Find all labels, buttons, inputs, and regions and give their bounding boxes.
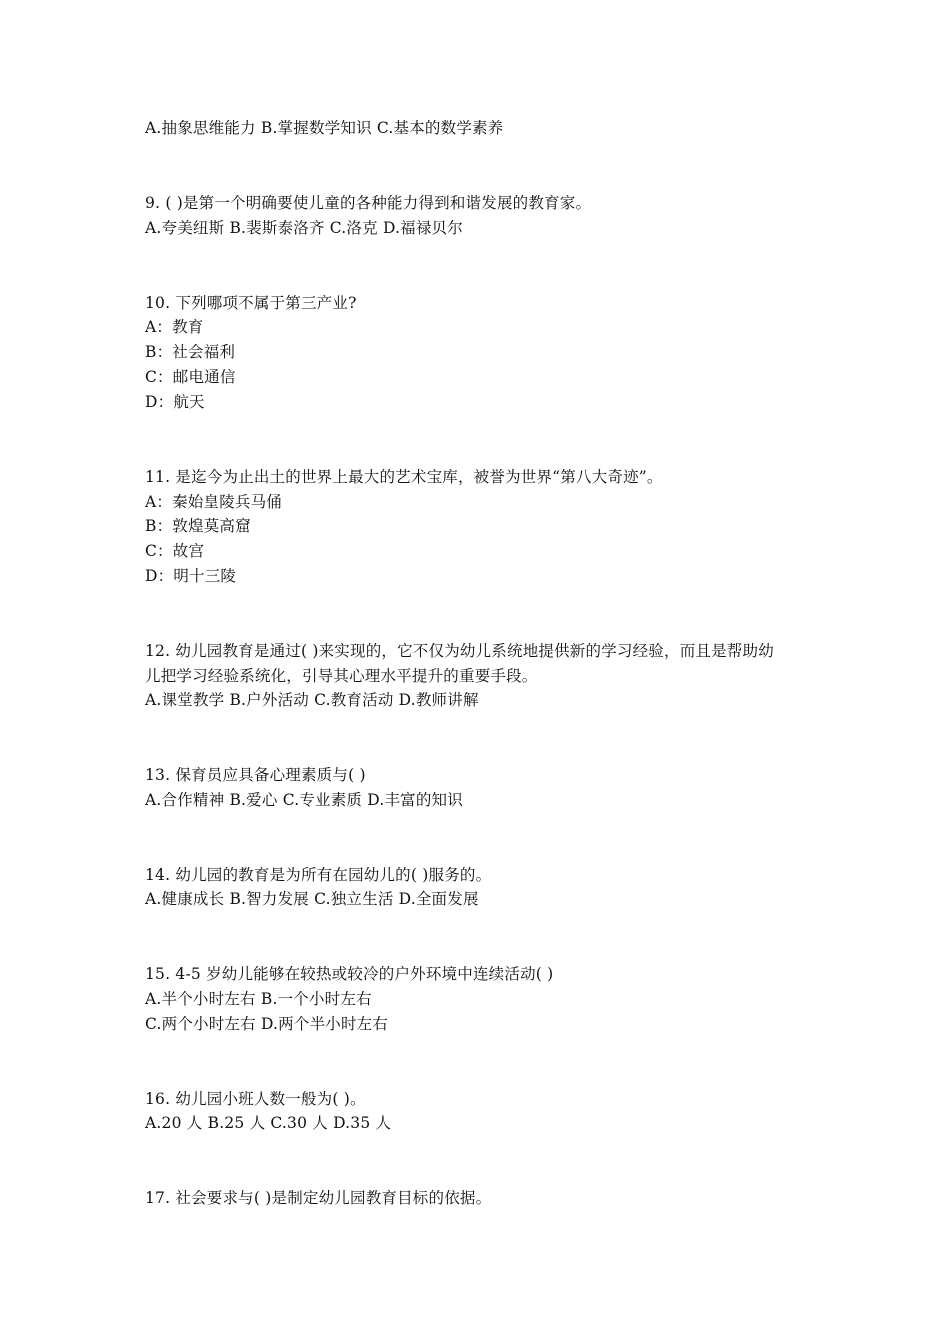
q10-option-b: B：社会福利 — [145, 343, 236, 361]
q10-option-c: C：邮电通信 — [145, 368, 236, 386]
q11-option-c: C：故宫 — [145, 542, 205, 560]
q14-stem: 14. 幼儿园的教育是为所有在园幼儿的( )服务的。 — [145, 866, 492, 884]
q15-stem: 15. 4-5 岁幼儿能够在较热或较冷的户外环境中连续活动( ) — [145, 965, 554, 983]
q13-stem: 13. 保育员应具备心理素质与( ) — [145, 766, 366, 784]
q12-stem-line1: 12. 幼儿园教育是通过( )来实现的，它不仅为幼儿系统地提供新的学习经验，而且是帮助幼 — [145, 642, 774, 660]
q8-options: A.抽象思维能力 B.掌握数学知识 C.基本的数学素养 — [145, 119, 504, 137]
q10-option-a: A：教育 — [145, 318, 204, 336]
q9-stem: 9. ( )是第一个明确要使儿童的各种能力得到和谐发展的教育家。 — [145, 194, 592, 212]
q15-options-line2: C.两个小时左右 D.两个半小时左右 — [145, 1015, 389, 1033]
q10-option-d: D：航天 — [145, 393, 205, 411]
q16-options: A.20 人 B.25 人 C.30 人 D.35 人 — [145, 1114, 392, 1132]
q14-options: A.健康成长 B.智力发展 C.独立生活 D.全面发展 — [145, 890, 479, 908]
q11-option-b: B：敦煌莫高窟 — [145, 517, 251, 535]
q11-option-d: D：明十三陵 — [145, 567, 237, 585]
q11-stem: 11. 是迄今为止出土的世界上最大的艺术宝库，被誉为世界“第八大奇迹”。 — [145, 468, 663, 486]
q16-stem: 16. 幼儿园小班人数一般为( )。 — [145, 1090, 366, 1108]
q17-stem: 17. 社会要求与( )是制定幼儿园教育目标的依据。 — [145, 1189, 492, 1207]
q11-option-a: A：秦始皇陵兵马俑 — [145, 493, 282, 511]
q12-options: A.课堂教学 B.户外活动 C.教育活动 D.教师讲解 — [145, 691, 479, 709]
q12-stem-line2: 儿把学习经验系统化，引导其心理水平提升的重要手段。 — [145, 667, 538, 685]
q10-stem: 10. 下列哪项不属于第三产业? — [145, 294, 357, 312]
q9-options: A.夸美纽斯 B.裴斯泰洛齐 C.洛克 D.福禄贝尔 — [145, 219, 463, 237]
q15-options-line1: A.半个小时左右 B.一个小时左右 — [145, 990, 372, 1008]
q13-options: A.合作精神 B.爱心 C.专业素质 D.丰富的知识 — [145, 791, 463, 809]
